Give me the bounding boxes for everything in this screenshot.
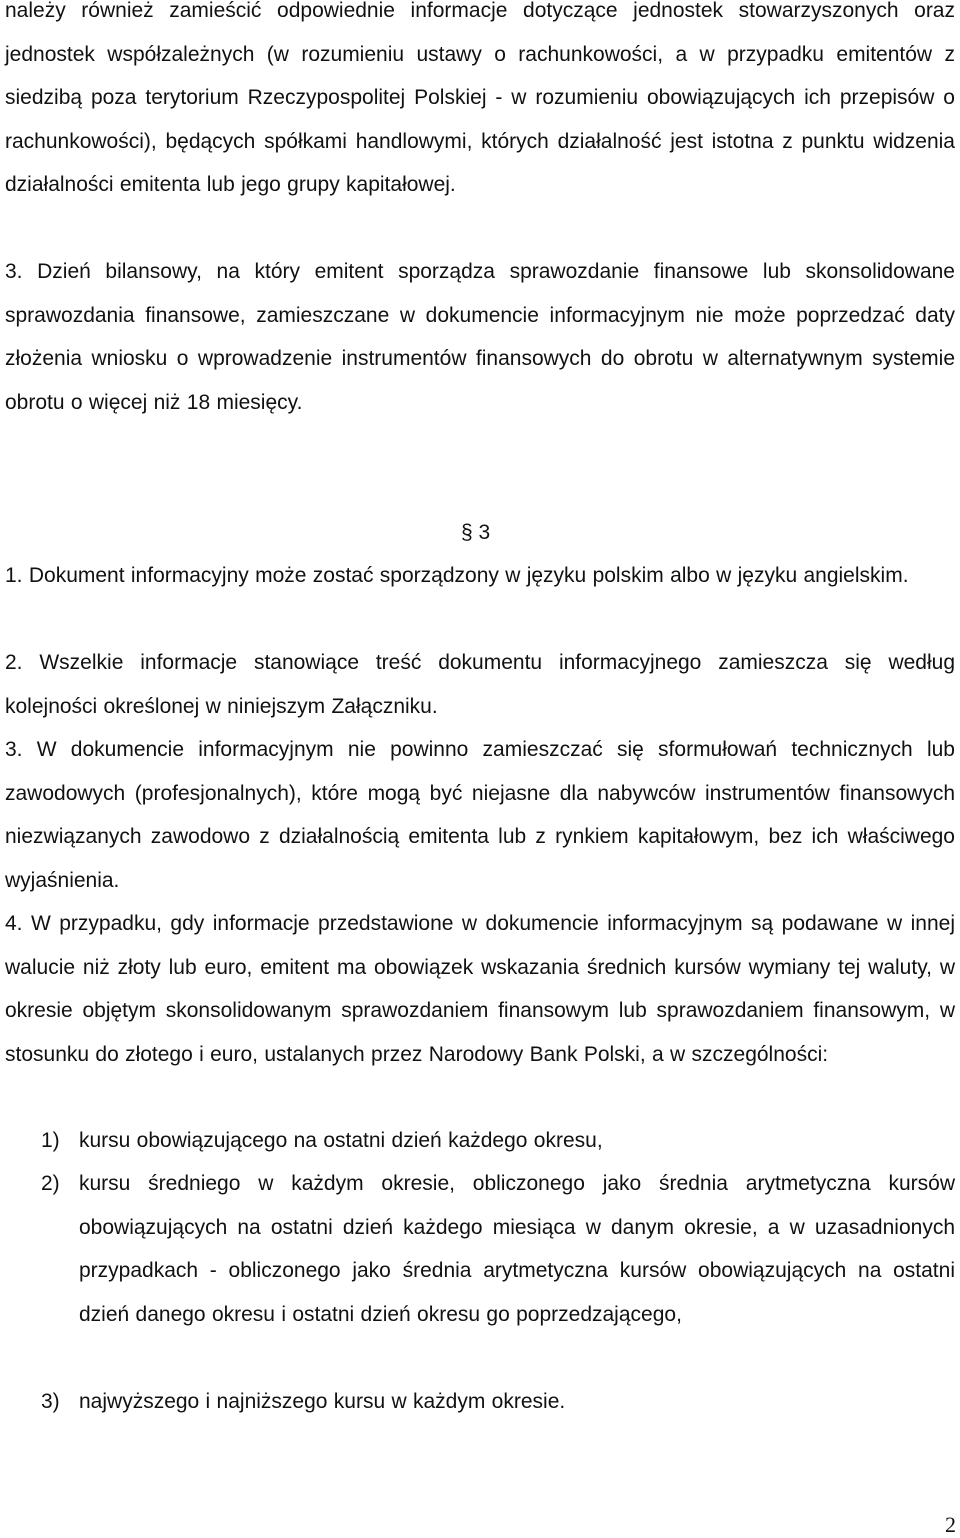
paragraph-point-4-currency: 4. W przypadku, gdy informacje przedstawione w dokumencie informacyjnym są podawane w innej walucie niż złoty lub euro, emitent ma obowiązek wskazania średnich kursów wymiany tej waluty, w okresie objętym skonsolidowanym sprawozdaniem finansowym lub sprawozdaniem finansowym, w stosunku do złotego i euro, ustalanych przez Narodowy Bank Polski, a w szczególności:	[5, 912, 955, 1066]
page-number: 2	[945, 1512, 956, 1537]
section-heading: § 3	[461, 521, 491, 544]
list-item-number: 2)	[41, 1172, 60, 1195]
list-item-text: kursu obowiązującego na ostatni dzień każdego okresu,	[79, 1129, 603, 1152]
list-item	[41, 1380, 955, 1424]
list-item-text: kursu średniego w każdym okresie, obliczonego jako średnia arytmetyczna kursów obowiązujących na ostatni dzień każdego miesiąca w danym okresie, a w uzasadnionych przypadkach - obliczonego jako średnia arytmetyczna kursów obowiązujących na ostatni dzień danego okresu i ostatni dzień okresu go poprzedzającego,	[79, 1172, 955, 1326]
list-item-number: 3)	[41, 1390, 60, 1413]
paragraph-point-2-order: 2. Wszelkie informacje stanowiące treść dokumentu informacyjnego zamieszcza się według kolejności określonej w niniejszym Załączniku.	[5, 651, 955, 718]
list-item	[41, 1162, 955, 1336]
paragraph-point-1-language: 1. Dokument informacyjny może zostać sporządzony w języku polskim albo w języku angielskim.	[5, 564, 909, 587]
list-item	[41, 1119, 955, 1163]
list-item-number: 1)	[41, 1129, 60, 1152]
list-item-text: najwyższego i najniższego kursu w każdym okresie.	[79, 1390, 566, 1413]
paragraph-point-3-terminology: 3. W dokumencie informacyjnym nie powinno zamieszczać się sformułowań technicznych lub zawodowych (profesjonalnych), które mogą być niejasne dla nabywców instrumentów finansowych niezwiązanych zawodowo z działalnością emitenta lub z rynkiem kapitałowym, bez ich właściwego wyjaśnienia.	[5, 738, 955, 892]
continuation-paragraph: należy również zamieścić odpowiednie informacje dotyczące jednostek stowarzyszonych oraz jednostek współzależnych (w rozumieniu ustawy o rachunkowości, a w przypadku emitentów z siedzibą poza terytorium Rzeczypospolitej Polskiej - w rozumieniu obowiązujących ich przepisów o rachunkowości), będących spółkami handlowymi, których działalność jest istotna z punktu widzenia działalności emitenta lub jego grupy kapitałowej.	[5, 0, 955, 197]
paragraph-point-3-balance-date: 3. Dzień bilansowy, na który emitent sporządza sprawozdanie finansowe lub skonsolidowane sprawozdania finansowe, zamieszczane w dokumencie informacyjnym nie może poprzedzać daty złożenia wniosku o wprowadzenie instrumentów finansowych do obrotu w alternatywnym systemie obrotu o więcej niż 18 miesięcy.	[5, 260, 955, 414]
